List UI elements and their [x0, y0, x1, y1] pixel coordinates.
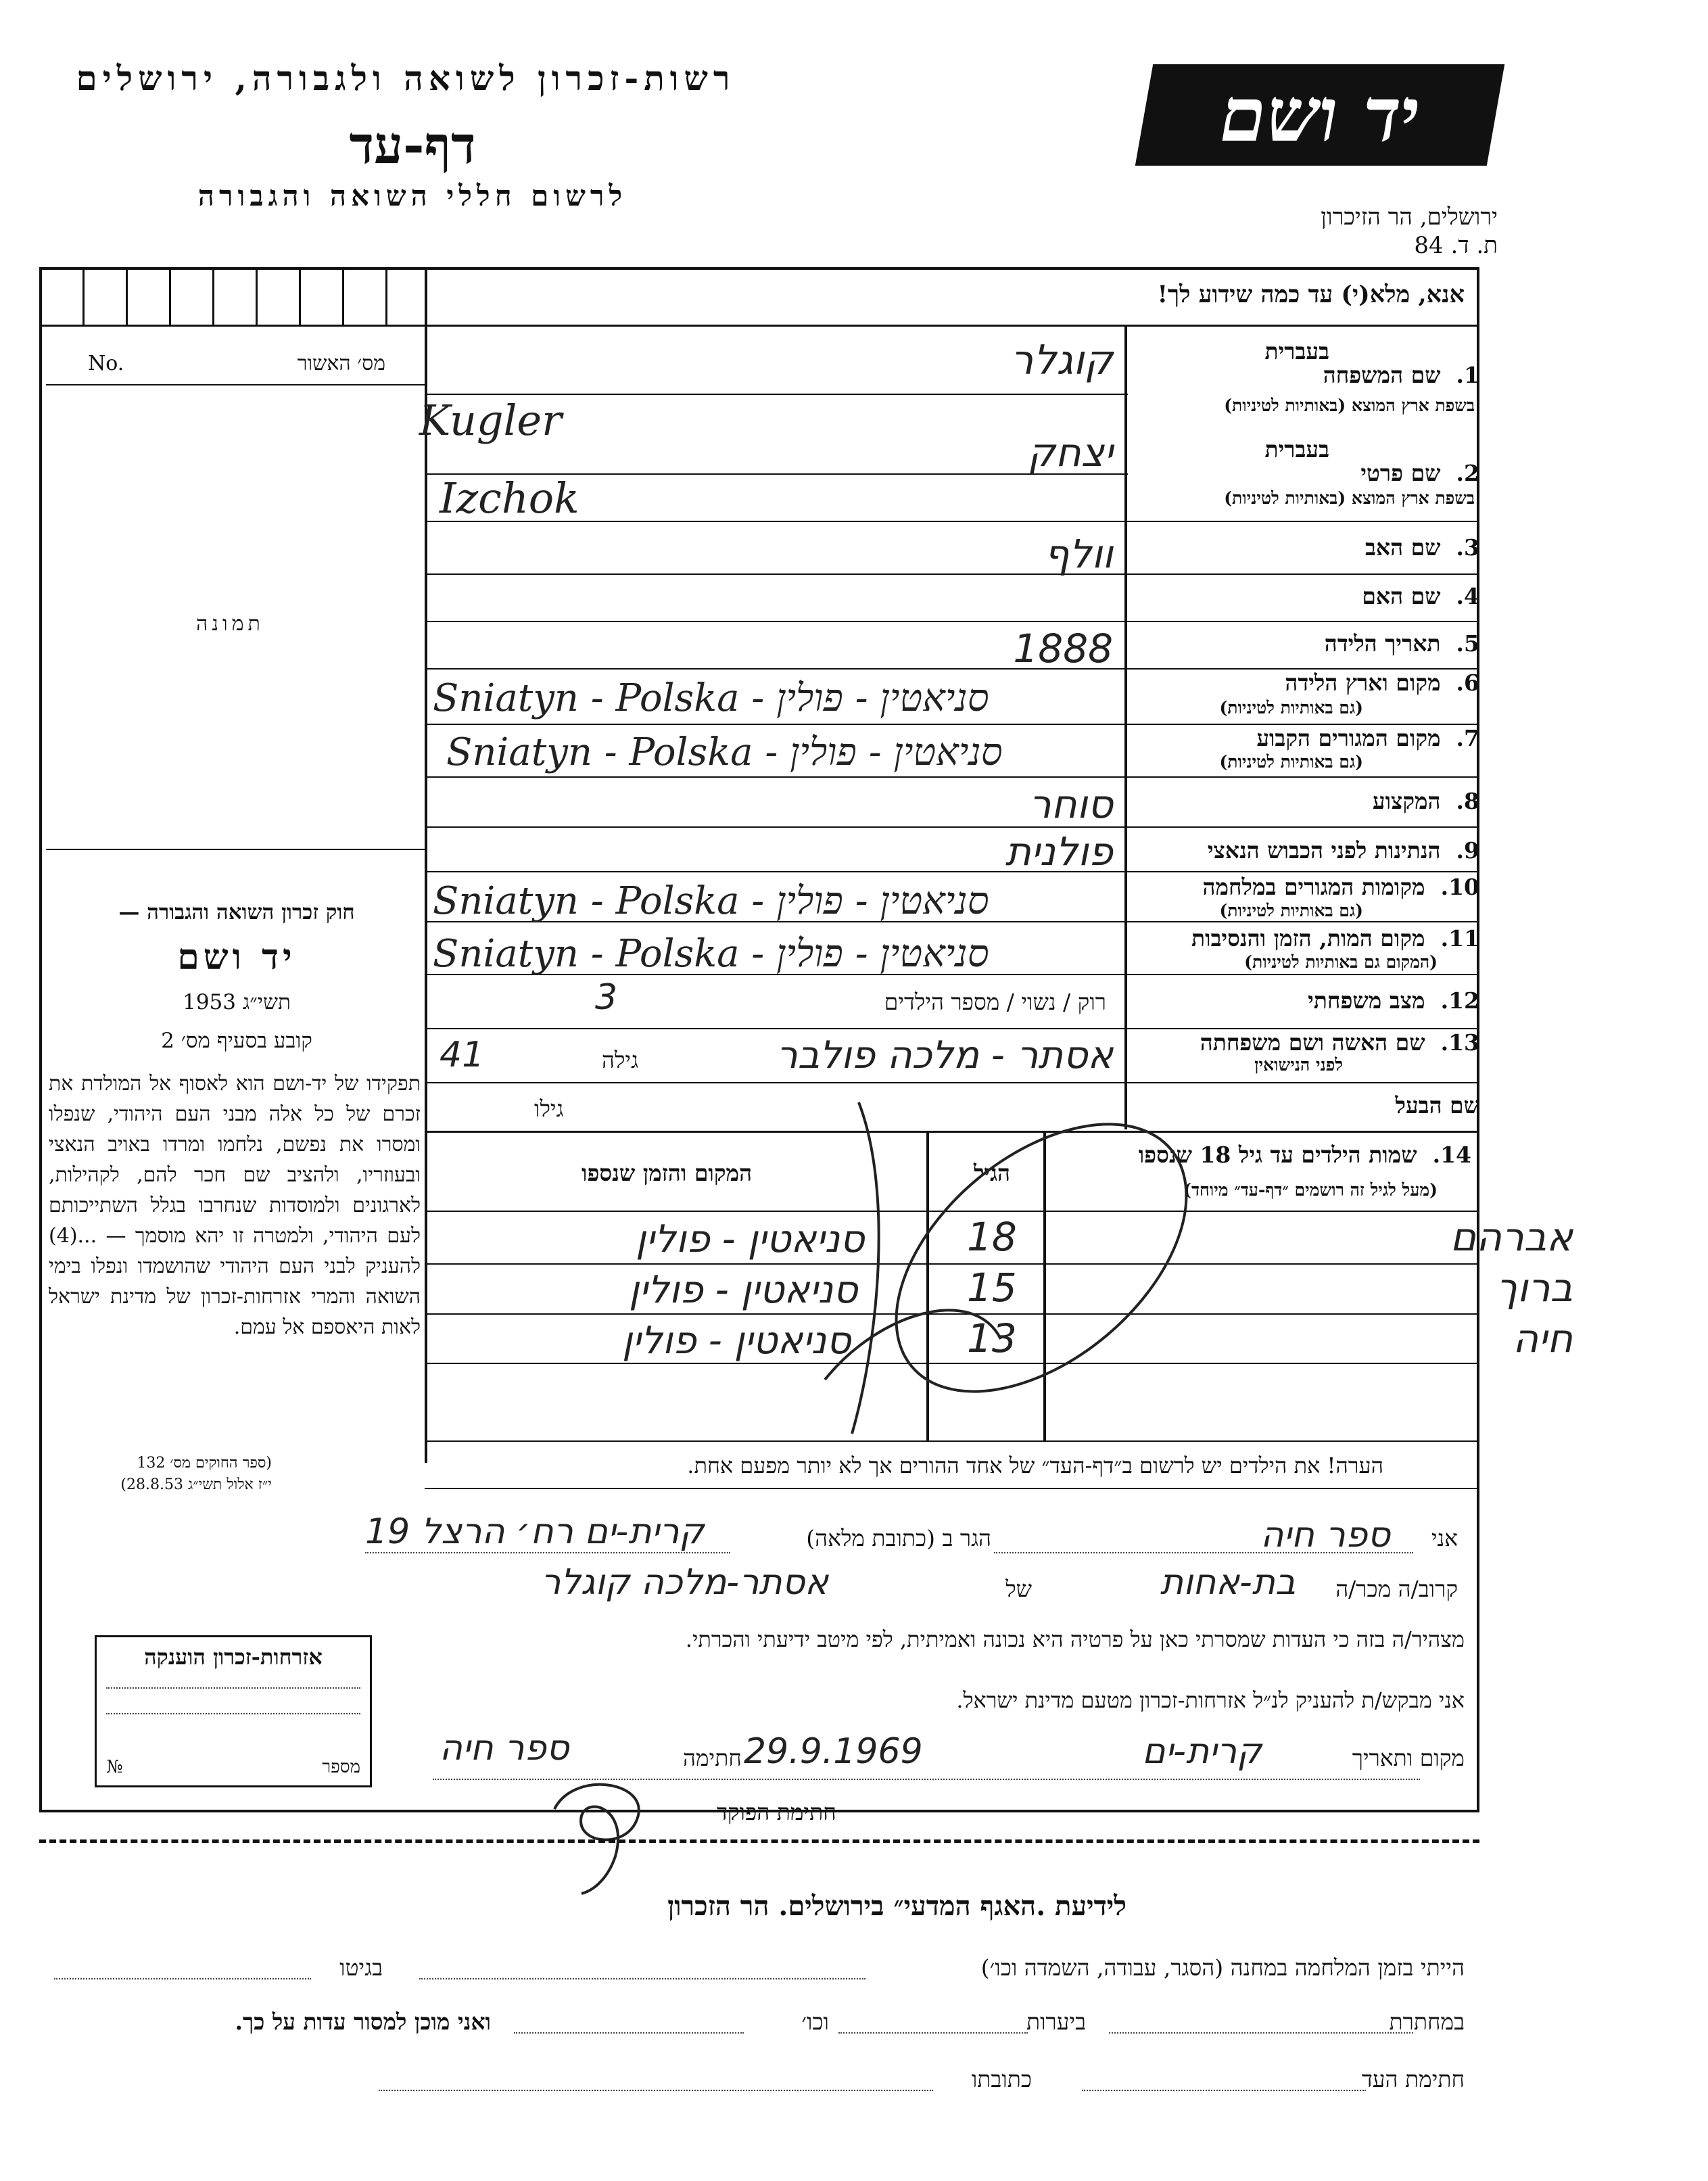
field-7-note: (גם באותיות לטיניות) [1219, 752, 1363, 772]
footer-camp-label: הייתי בזמן המלחמה במחנה (הסגר, עבודה, השמדה וכו׳) [980, 1954, 1465, 1981]
row-rule [425, 521, 1479, 522]
wartime-residence-value: Sniatyn - Polska - סניאטין - פולין [433, 879, 989, 923]
child-age: 18 [967, 1214, 1017, 1260]
page-title: דף-עד [349, 115, 476, 175]
child-name: ברוך [1496, 1265, 1573, 1311]
field-num: 1. [1456, 362, 1479, 388]
footer-witness-signature-label: חתימת העד [1361, 2066, 1465, 2092]
field-6-note: (גם באותיות לטיניות) [1219, 698, 1363, 718]
field-10-note: (גם באותיות לטיניות) [1219, 901, 1363, 920]
po-box: ת. ד. 84 [1414, 232, 1498, 259]
citizenship-number-prefix: № [106, 1757, 123, 1777]
field-label: מקום המגורים הקבוע [1256, 725, 1441, 751]
field-13-label [1200, 1029, 1479, 1056]
dotted-line [1082, 2090, 1366, 2091]
field-7-label [1256, 725, 1479, 752]
dotted-line [838, 2032, 1028, 2034]
child-age: 13 [967, 1315, 1017, 1361]
field-1-lang-he: בעברית [1264, 338, 1329, 365]
wife-name-value: אסתר - מלכה פולבר [776, 1033, 1113, 1077]
decl-of-label: של [1005, 1576, 1032, 1602]
child-place: סניאטין - פולין [636, 1217, 865, 1261]
field-label: המקצוע [1372, 788, 1441, 814]
field-husband-label: שם הבעל [1395, 1092, 1479, 1119]
authority-name: רשות-זכרון לשואה ולגבורה, ירושלים [76, 58, 736, 98]
declarant-relation: בת-אחות [1160, 1562, 1296, 1603]
dotted-line [54, 1978, 311, 1979]
field-1-label [1323, 362, 1479, 389]
declarant-address: קרית-ים רח׳ הרצל 19 [365, 1511, 705, 1552]
citizenship-title: אזרחות-זכרון הוענקה [144, 1644, 323, 1670]
tick-cell [342, 267, 344, 325]
signing-place: קרית-ים [1142, 1731, 1262, 1772]
row-rule [425, 621, 1479, 622]
field-4-label [1362, 583, 1479, 610]
law-text: תפקידו של יד-ושם הוא לאסוף אל המולדת את זכרם של כל אלה מבני העם היהודי, שנפלו ומסרו את נפשם, נלחמו ומרדו באויב הנאצי ובעוזריו, ולהציב שם חכר להם, לקהילות, לארגונים ולמוסדות שנחרבו בגלל השתייכותם לעם היהודי, ולמטרה זו יהא מוסמך — ...(4) להעניק לבני העם היהודי שהושמדו ונפלו בימי השואה והמרי אזרחות-זכרון של מדינת ישראל לאות היאספם אל עמם. [49, 1072, 421, 1339]
place-date-label: מקום ותאריך [1352, 1745, 1465, 1771]
field-num: 10. [1440, 874, 1479, 900]
law-heading: חוק זכרון השואה והגבורה — [118, 900, 355, 924]
law-name: יד ושם [177, 937, 296, 978]
wife-age-value: 41 [440, 1035, 485, 1075]
field-6-label [1285, 670, 1479, 697]
address-line: ירושלים, הר הזיכרון [1321, 204, 1498, 231]
husband-age-label: גילו [534, 1096, 564, 1122]
residence-value: Sniatyn - Polska - סניאטין - פולין [446, 730, 1003, 774]
firstname-hebrew-value: יצחק [1027, 429, 1113, 475]
child-place: סניאטין - פולין [629, 1268, 858, 1312]
field-label: שם האם [1362, 583, 1441, 609]
nationality-value: פולנית [1005, 828, 1113, 874]
field-10-label [1202, 874, 1479, 901]
field-11-label [1191, 925, 1479, 952]
dotted-line [106, 1687, 360, 1689]
footer-etc-label: וכו׳ [801, 2009, 829, 2035]
children-remark: הערה! את הילדים יש לרשום ב״דף-העד״ של אחד ההורים אך לא יותר מפעם אחת. [687, 1453, 1383, 1478]
field-5-label [1325, 630, 1479, 657]
children-col-age: הגיל [974, 1160, 1010, 1186]
field-2-lang-he: בעברית [1264, 436, 1329, 463]
decl-resides-label: הגר ב (כתובת מלאה) [806, 1525, 991, 1551]
field-13-note: לפני הנישואין [1254, 1055, 1343, 1075]
tick-cell [169, 267, 171, 325]
page-subtitle: לרשום חללי השואה והגבורה [197, 179, 627, 212]
tick-cell [126, 267, 128, 325]
photo-label: תמונה [196, 612, 264, 636]
footer-underground-label: במחתרת [1389, 2009, 1465, 2035]
field-num: 14. [1432, 1142, 1471, 1168]
children-heading-text: שמות הילדים עד גיל 18 שנספו [1138, 1142, 1417, 1168]
field-9-label [1208, 837, 1479, 864]
law-source [49, 1453, 272, 1496]
footer-forests-label: ביערות [1026, 2009, 1086, 2035]
tick-cell [385, 267, 387, 325]
field-num: 6. [1456, 670, 1479, 696]
row-rule [425, 871, 1479, 872]
footer-ghetto-label: בגיטו [339, 1954, 383, 1981]
footer-testify-label: ואני מוכן למסור עדות על כך. [235, 2009, 491, 2035]
marital-options: רוק / נשוי / מספר הילדים [884, 989, 1106, 1015]
field-num: 9. [1456, 837, 1479, 864]
signature-label: חתימה [683, 1745, 742, 1771]
citizenship-number-label: מספר [322, 1757, 360, 1777]
footer-separator [39, 1839, 1479, 1843]
dotted-line [994, 1552, 1413, 1553]
children-count-value: 3 [595, 977, 618, 1018]
row-rule [425, 573, 1479, 575]
header-rule [39, 325, 1479, 327]
label-divider [1124, 325, 1127, 1129]
decl-relative-label: קרוב/ה מכר/ה [1335, 1576, 1458, 1602]
birth-date-value: 1888 [1013, 626, 1113, 672]
field-num: 12. [1440, 987, 1479, 1014]
field-num: 2. [1456, 460, 1479, 486]
tick-cell [256, 267, 258, 325]
field-label: מקום וארץ הלידה [1285, 670, 1441, 696]
law-source-line: (ספר החוקים מס׳ 132 [137, 1455, 272, 1472]
child-age: 15 [967, 1265, 1017, 1311]
sidebar-rule [46, 384, 425, 385]
child-name: חיה [1513, 1315, 1573, 1361]
signing-date: 29.9.1969 [744, 1731, 923, 1772]
declarant-signature: ספר חיה [440, 1728, 569, 1768]
yad-vashem-logo: יד ושם [1135, 64, 1504, 166]
children-col-place: המקום והזמן שנספו [582, 1160, 753, 1186]
dotted-line [379, 2090, 933, 2091]
field-label: שם פרטי [1360, 460, 1441, 486]
law-year: תשי״ג 1953 [183, 990, 291, 1014]
row-rule [425, 1488, 1479, 1489]
field-num: 8. [1456, 788, 1479, 814]
row-rule [425, 776, 1479, 778]
sidebar-divider [425, 267, 427, 1463]
footer-heading: לידיעת .האגף המדעי״ בירושלים. הר הזכרון [667, 1890, 1126, 1922]
field-label: שם האשה ושם משפחתה [1200, 1029, 1425, 1056]
sidebar-rule [46, 849, 425, 850]
decl-request: אני מבקש/ת להעניק לנ״ל אזרחות-זכרון מטעם מדינת ישראל. [956, 1687, 1465, 1713]
tick-cell [299, 267, 301, 325]
field-label: מצב משפחתי [1308, 987, 1425, 1014]
field-label: מקום המות, הזמן והנסיבות [1191, 925, 1425, 952]
tick-cell [82, 267, 85, 325]
surname-latin-value: Kugler [419, 396, 562, 445]
child-name: אברהם [1450, 1214, 1573, 1260]
law-source-line: י״ז אלול תשי״ג 28.8.53) [120, 1476, 272, 1493]
field-num: 7. [1456, 725, 1479, 751]
father-name-value: וולף [1044, 531, 1113, 577]
death-place-value: Sniatyn - Polska - סניאטין - פולין [433, 932, 989, 976]
declarant-name: ספר חיה [1260, 1515, 1390, 1555]
citizenship-number-row [106, 1757, 360, 1777]
dotted-line [365, 1552, 730, 1553]
row-rule [425, 394, 1128, 395]
approval-label-en: No. [88, 352, 124, 375]
decl-ani: אני [1431, 1525, 1458, 1551]
field-2-lang-latin: בשפת ארץ המוצא (באותיות לטיניות) [1224, 488, 1475, 508]
field-label: שם האב [1365, 534, 1441, 561]
approval-label-he: מס׳ האשור [297, 352, 385, 375]
row-rule [425, 826, 1479, 828]
field-num: 13. [1440, 1029, 1479, 1056]
law-clause: קובע בסעיף מס׳ 2 [161, 1029, 312, 1053]
field-label: תאריך הלידה [1324, 630, 1441, 657]
official-signature-label: חתימת הפוקד [717, 1799, 836, 1825]
address-block [1254, 203, 1498, 260]
decl-statement: מצהיר/ה בזה כי העדות שמסרתי כאן על פרטיה היא נכונה ואמיתית, לפי מיטב ידיעתי והכרתי. [685, 1626, 1465, 1652]
field-8-label [1373, 788, 1479, 815]
field-label: שם המשפחה [1323, 362, 1441, 388]
citizenship-box [95, 1635, 372, 1787]
field-11-note: (המקום גם באותיות לטיניות) [1244, 952, 1438, 972]
field-num: 4. [1456, 583, 1479, 609]
birthplace-value: Sniatyn - Polska - סניאטין - פולין [433, 676, 989, 720]
dotted-line [514, 2032, 744, 2034]
field-num: 3. [1456, 534, 1479, 561]
intro-instruction: אנא, מלא(י) עד כמה שידוע לך! [1157, 281, 1465, 308]
field-label: הנתינות לפני הכבוש הנאצי [1207, 837, 1441, 864]
field-num: 11. [1440, 925, 1479, 952]
child-place: סניאטין - פולין [622, 1319, 851, 1363]
field-12-label [1308, 987, 1479, 1014]
field-num: 5. [1456, 630, 1479, 657]
surname-hebrew-value: קוגלר [1010, 337, 1113, 384]
field-2-label [1360, 460, 1479, 487]
firstname-latin-value: Izchok [440, 473, 579, 523]
official-signature-scribble [534, 1768, 690, 1897]
dotted-line [106, 1713, 360, 1714]
deceased-name: אסתר-מלכה קוגלר [541, 1562, 829, 1603]
scribble-mark [798, 1055, 1231, 1461]
wife-age-label: גילה [602, 1047, 638, 1073]
field-3-label [1365, 534, 1479, 561]
field-1-lang-latin: בשפת ארץ המוצא (באותיות לטיניות) [1224, 396, 1475, 415]
profession-value: סוחר [1028, 781, 1113, 827]
tick-cell [212, 267, 214, 325]
field-label: מקומות המגורים במלחמה [1202, 874, 1425, 900]
dotted-line [419, 1978, 865, 1979]
footer-address-label: כתובתו [971, 2066, 1032, 2092]
dotted-line [1109, 2032, 1413, 2034]
children-note: (מעל לגיל זה רושמים ״דף-עד״ מיוחד) [1183, 1180, 1438, 1200]
approval-number [88, 352, 385, 375]
